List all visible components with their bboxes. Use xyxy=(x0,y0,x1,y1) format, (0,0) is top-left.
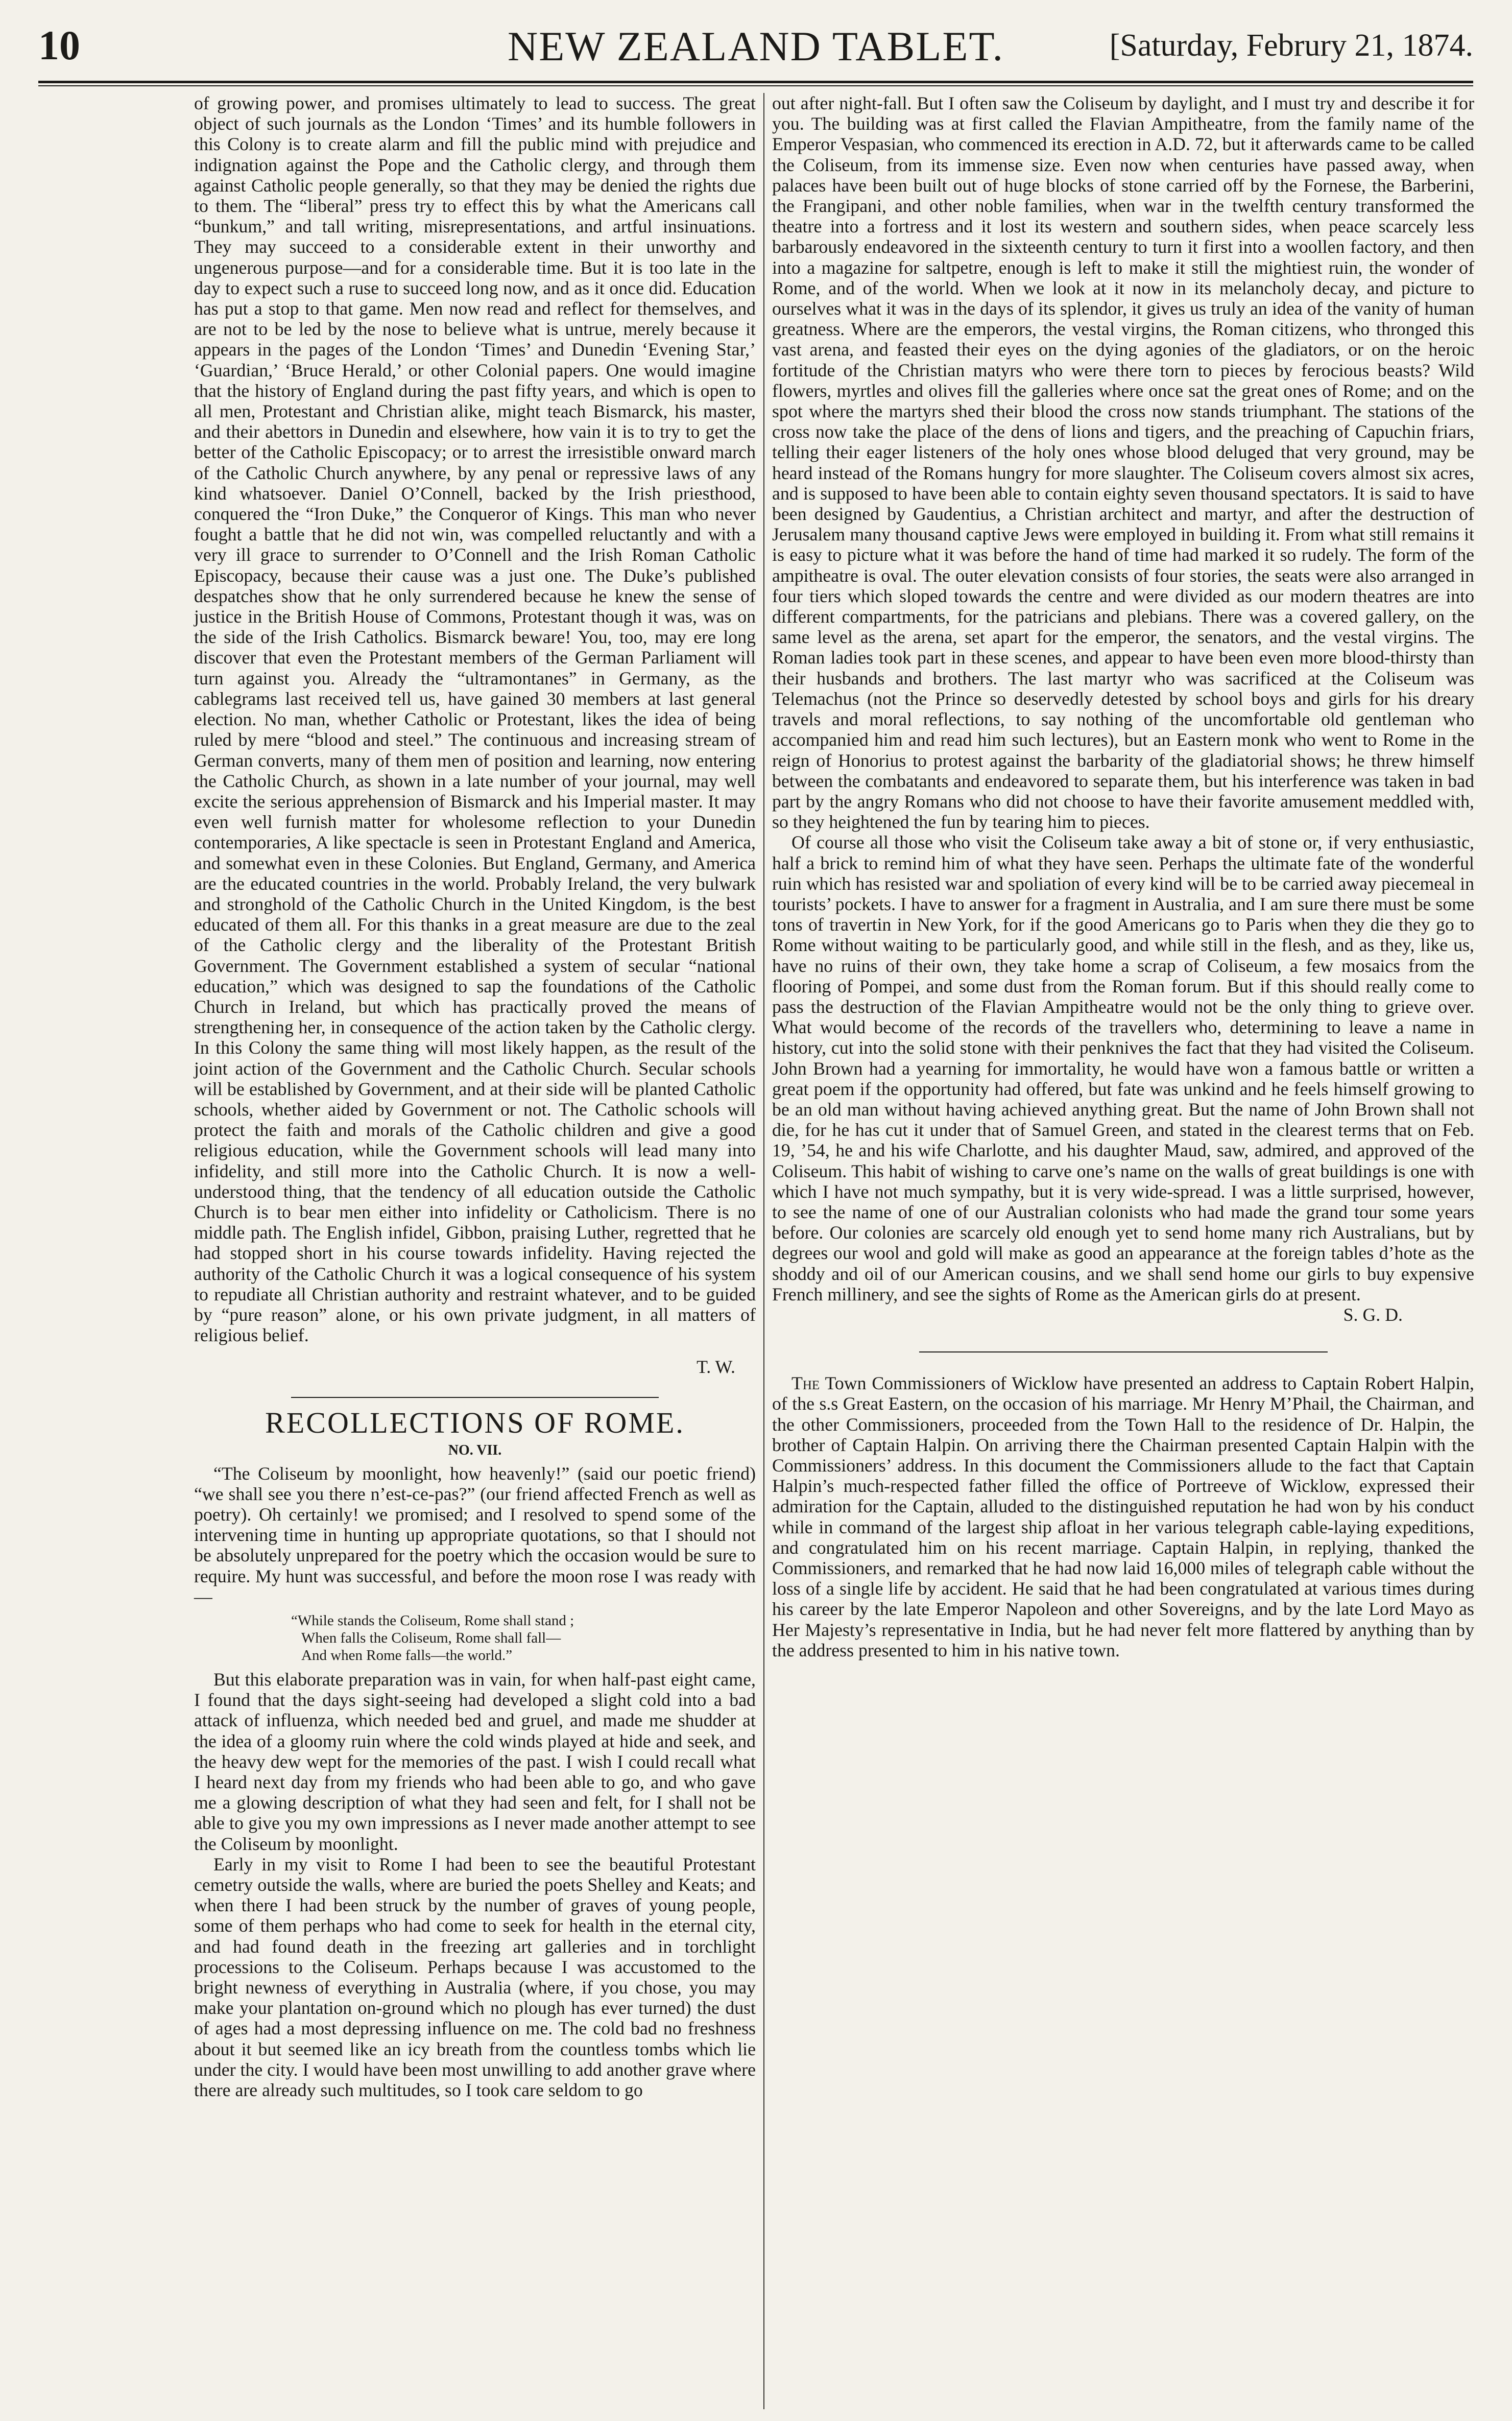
poem-quotation xyxy=(291,1612,756,1664)
poem-line: “While stands the Coliseum, Rome shall stand ; xyxy=(291,1612,574,1629)
issue-date: [Saturday, Februry 21, 1874. xyxy=(1109,28,1473,63)
news-notice xyxy=(772,1373,1474,1660)
article-paragraph: out after night-fall. But I often saw the Coliseum by daylight, and I must try and describe it for you. The building was at first called the Flavian Ampitheatre, from the family name of the Emperor Vespasian, who commenced its erection in A.D. 72, but it afterwards came to be called the Coliseum, from its immense size. Even now when centuries have passed away, when palaces have been built out of huge blocks of stone carried off by the Fornese, the Barberini, the Frangipani, and other noble families, when war in the twelfth century transformed the theatre into a fortress and it lost its western and southern sides, when peace scarcely less barbarously endeavored in the sixteenth century to turn it first into a woollen factory, and then into a magazine for saltpetre, enough is left to make it still the mightiest ruin, the wonder of Rome, and of the world. When we look at it now in its melancholy decay, and picture to ourselves what it was in the days of its splendor, it gives us truly an idea of the vanity of human greatness. Where are the emperors, the vestal virgins, the Roman citizens, who thronged this vast arena, and feasted their eyes on the dying agonies of the gladiators, or on the heroic fortitude of the Christian matyrs who were there torn to pieces by ferocious beasts? Wild flowers, myrtles and olives fill the galleries where once sat the great ones of Rome; and on the spot where the martyrs shed their blood the cross now stands triumphant. The stations of the cross now take the place of the dens of lions and tigers, and the preaching of Capuchin friars, telling their eager listeners of the holy ones whose blood deluged that very ground, may be heard instead of the Romans hungry for more slaughter. The Coliseum covers almost six acres, and is supposed to have been able to contain eighty seven thousand spectators. It is said to have been designed by Gaudentius, a Christian architect and martyr, and after the destruction of Jerusalem many thousand captive Jews were employed in building it. From what still remains it is easy to picture what it was before the hand of time had marked it so rudely. The form of the ampitheatre is oval. The outer elevation consists of four stories, the seats were also arranged in four tiers which sloped towards the centre and were divided as our modern theatres are into different compartments, for the patricians and plebians. There was a covered gallery, on the same level as the arena, set apart for the emperor, the senators, and the vestal virgins. The Roman ladies took part in these scenes, and appear to have been even more blood-thirsty than their husbands and brothers. The last martyr who was sacrificed at the Coliseum was Telemachus (not the Prince so deservedly detested by school boys and girls for his dreary travels and moral reflections, to say nothing of the uncomfortable old gentleman who accompanied him and read him such lectures), but an Eastern monk who went to Rome in the reign of Honorius to protest against the barbarity of the gladiatorial shows; he threw himself between the combatants and endeavored to separate them, but his interference was taken in bad part by the angry Romans who did not choose to have their favorite amusement meddled with, so they heightened the fun by tearing him to pieces. xyxy=(772,93,1474,833)
masthead-rule xyxy=(38,81,1473,86)
masthead xyxy=(38,20,1473,78)
section-divider xyxy=(919,1351,1328,1352)
left-column xyxy=(194,93,756,2100)
article-divider xyxy=(291,1397,659,1398)
right-column xyxy=(772,93,1474,1660)
notice-lead-word: The xyxy=(791,1373,820,1394)
article-signature: S. G. D. xyxy=(1343,1304,1403,1325)
article-paragraph: Early in my visit to Rome I had been to see the beautiful Protestant cemetry outside the walls, where are buried the poets Shelley and Keats; and when there I had been struck by the number of graves of young people, some of them perhaps who had come to seek for health in the eternal city, and had found death in the freezing art galleries and in torchlight processions to the Coliseum. Perhaps because I was accustomed to the bright newness of everything in Australia (where, if you chose, you may make your plantation on-ground which no plough has ever turned) the dust of ages had a most depressing influence on me. The cold bad no freshness about it but seemed like an icy breath from the countless tombs which lie under the city. I would have been most unwilling to add another grave where there are already such multitudes, so I took care seldom to go xyxy=(194,1854,756,2101)
page-number: 10 xyxy=(38,22,80,68)
notice-text: Town Commissioners of Wicklow have presented an address to Captain Robert Halpin, of the s.s Great Eastern, on the occasion of his marriage. Mr Henry M’Phail, the Chairman, and the other Commissioners, proceeded from the Town Hall to the residence of Dr. Halpin, the brother of Captain Halpin. On arriving there the Chairman presented Captain Halpin with the Commissioners’ address. In this document the Commissioners allude to the fact that Captain Halpin’s much-respected father filled the office of Portreeve of Wicklow, expressed their admiration for the Captain, alluded to the distinguished reputation he had won by his conduct while in command of the largest ship afloat in her various telegraph cable-laying expeditions, and congratulated him on his recent marriage. Captain Halpin, in replying, thanked the Commissioners, and remarked that he had now laid 16,000 miles of telegraph cable without the loss of a single life by accident. He said that he had been congratulated at various times during his career by the late Emperor Napoleon and other Sovereigns, and by the late Lord Mayo as Her Majesty’s representative in India, but he had never felt more flattered by anything than by the address presented to him in his native town. xyxy=(772,1373,1474,1660)
article-title: RECOLLECTIONS OF ROME. xyxy=(265,1406,685,1439)
newspaper-title: NEW ZEALAND TABLET. xyxy=(508,23,1004,69)
editorial-letter-paragraph: of growing power, and promises ultimately to lead to success. The great object of such journals as the London ‘Times’ and its humble followers in this Colony is to create alarm and fill the public mind with prejudice and indignation against the Pope and the Catholic clergy, and through them against Catholic people generally, so that they may be denied the rights due to them. The “liberal” press try to effect this by what the Americans call “bunkum,” and tall writing, misrepresentations, and artful insinuations. They may succeed to a considerable extent in their unworthy and ungenerous purpose—and for a considerable time. But it is too late in the day to expect such a ruse to succeed long now, and as it once did. Education has put a stop to that game. Men now read and reflect for themselves, and are not to be led by the nose to believe what is untrue, merely because it appears in the pages of the London ‘Times’ and Dunedin ‘Evening Star,’ ‘Guardian,’ ‘Bruce Herald,’ or other Colonial papers. One would imagine that the history of England during the past fifty years, and which is open to all men, Protestant and Christian alike, might teach Bismarck, his master, and their abettors in Dunedin and elsewhere, how vain it is to try to get the better of the Catholic Episcopacy; or to arrest the irresistible onward march of the Catholic Church anywhere, by any penal or repressive laws of any kind whatsoever. Daniel O’Connell, backed by the Irish priesthood, conquered the “Iron Duke,” the Conqueror of Kings. This man who never fought a battle that he did not win, was compelled reluctantly and with a very ill grace to surrender to O’Connell and the Irish Roman Catholic Episcopacy, because their cause was a just one. The Duke’s published despatches show that he only surrendered because he knew the sense of justice in the British House of Commons, Protestant though it was, was on the side of the Irish Catholics. Bismarck beware! You, too, may ere long discover that even the Protestant members of the German Parliament will turn against you. Already the “ultramontanes” in Germany, as the cablegrams last received tell us, have gained 30 members at last general election. No man, whether Catholic or Protestant, likes the idea of being ruled by mere “blood and steel.” The continuous and increasing stream of German converts, many of them men of position and learning, now entering the Catholic Church, as shown in a late number of your journal, may well excite the serious apprehension of Bismarck and his Imperial master. It may even well furnish matter for wholesome reflection to your Dunedin contemporaries, A like spectacle is seen in Protestant England and America, and somewhat even in these Colonies. But England, Germany, and America are the educated countries in the world. Probably Ireland, the very bulwark and stronghold of the Catholic Church in the United Kingdom, is the best educated of them all. For this thanks in a great measure are due to the zeal of the Catholic clergy and the liberality of the Protestant British Government. The Government established a system of secular “national education,” which was designed to sap the foundations of the Catholic Church in Ireland, but which has practically proved the means of strengthening her, in consequence of the action taken by the Catholic clergy. In this Colony the same thing will most likely happen, as the result of the joint action of the Government and the Catholic Church. Secular schools will be established by Government, and at their side will be planted Catholic schools, whether aided by Government or not. The Catholic schools will protect the faith and morals of the Catholic children and give a good religious education, while the Government schools will lead many into infidelity, and still more into the Catholic Church. It is now a well-understood thing, that the tendency of all education outside the Catholic Church is to bear men either into infidelity or Catholicism. There is no middle path. The English infidel, Gibbon, praising Luther, regretted that he had stopped short in his course towards infidelity. Having rejected the authority of the Catholic Church it was a logical consequence of his system to repudiate all Christian authority and restraint whatever, and to be guided by “pure reason” alone, or his own private judgment, in all matters of religious belief. xyxy=(194,93,756,1346)
article-number: NO. VII. xyxy=(448,1442,502,1458)
editorial-signature: T. W. xyxy=(697,1357,735,1378)
article-paragraph: Of course all those who visit the Coliseum take away a bit of stone or, if very enthusiastic, half a brick to remind him of what they have seen. Perhaps the ultimate fate of the wonderful ruin which has resisted war and spoliation of every kind will be to be carried away piecemeal in tourists’ pockets. I have to answer for a fragment in Australia, and I am sure there must be some tons of travertin in New York, for if the good Americans go to Paris when they die they go to Rome without waiting to be particularly good, and while still in the flesh, and as they, like us, have no ruins of their own, they take home a scrap of Coliseum, a few mosaics from the flooring of Pompei, and some dust from the Roman forum. But if this should really come to pass the destruction of the Flavian Ampitheatre would not be the only thing to grieve over. What would become of the records of the travellers who, determining to leave a name in history, cut into the solid stone with their penknives the fact that they had visited the Coliseum. John Brown had a yearning for immortality, he would have won a famous battle or written a great poem if the opportunity had offered, but fate was unkind and he feels himself growing to be an old man without having achieved anything great. But the name of John Brown shall not die, for he has cut it under that of Samuel Green, and stated in the clearest terms that on Feb. 19, ’54, he and his wife Charlotte, and his daughter Maud, saw, admired, and approved of the Coliseum. This habit of wishing to carve one’s name on the walls of great buildings is one with which I have not much sympathy, but it is very wide-spread. I was a little surprised, however, to see the name of one of our Australian colonists who had made the grand tour some years before. Our colonies are scarcely old enough yet to send home many rich Australians, but by degrees our wool and gold will make as good an appearance at the foreign tables d’hote as the shoddy and oil of our American cousins, and we shall send home our girls to buy expensive French millinery, and see the sights of Rome as the American girls do at present. xyxy=(772,832,1474,1304)
poem-line: And when Rome falls—the world.” xyxy=(301,1647,513,1664)
column-divider xyxy=(763,93,764,2409)
article-intro: “The Coliseum by moonlight, how heavenly!” (said our poetic friend) “we shall see you there n’est-ce-pas?” (our friend affected French as well as poetry). Oh certainly! we promised; and I resolved to spend some of the intervening time in hunting up appropriate quotations, so that I should not be absolutely unprepared for the poetry which the occasion would be sure to require. My hunt was successful, and before the moon rose I was ready with— xyxy=(194,1463,756,1607)
article-paragraph: But this elaborate preparation was in vain, for when half-past eight came, I found that the days sight-seeing had developed a slight cold into a bad attack of influenza, which needed bed and gruel, and made me shudder at the idea of a gloomy ruin where the cold winds played at hide and seek, and the heavy dew wept for the memories of the past. I wish I could recall what I heard next day from my friends who had been able to go, and who gave me a glowing description of what they had seen and felt, for I shall not be able to give you my own impressions as I never made another attempt to see the Coliseum by moonlight. xyxy=(194,1669,756,1854)
poem-line: When falls the Coliseum, Rome shall fall— xyxy=(301,1630,561,1647)
